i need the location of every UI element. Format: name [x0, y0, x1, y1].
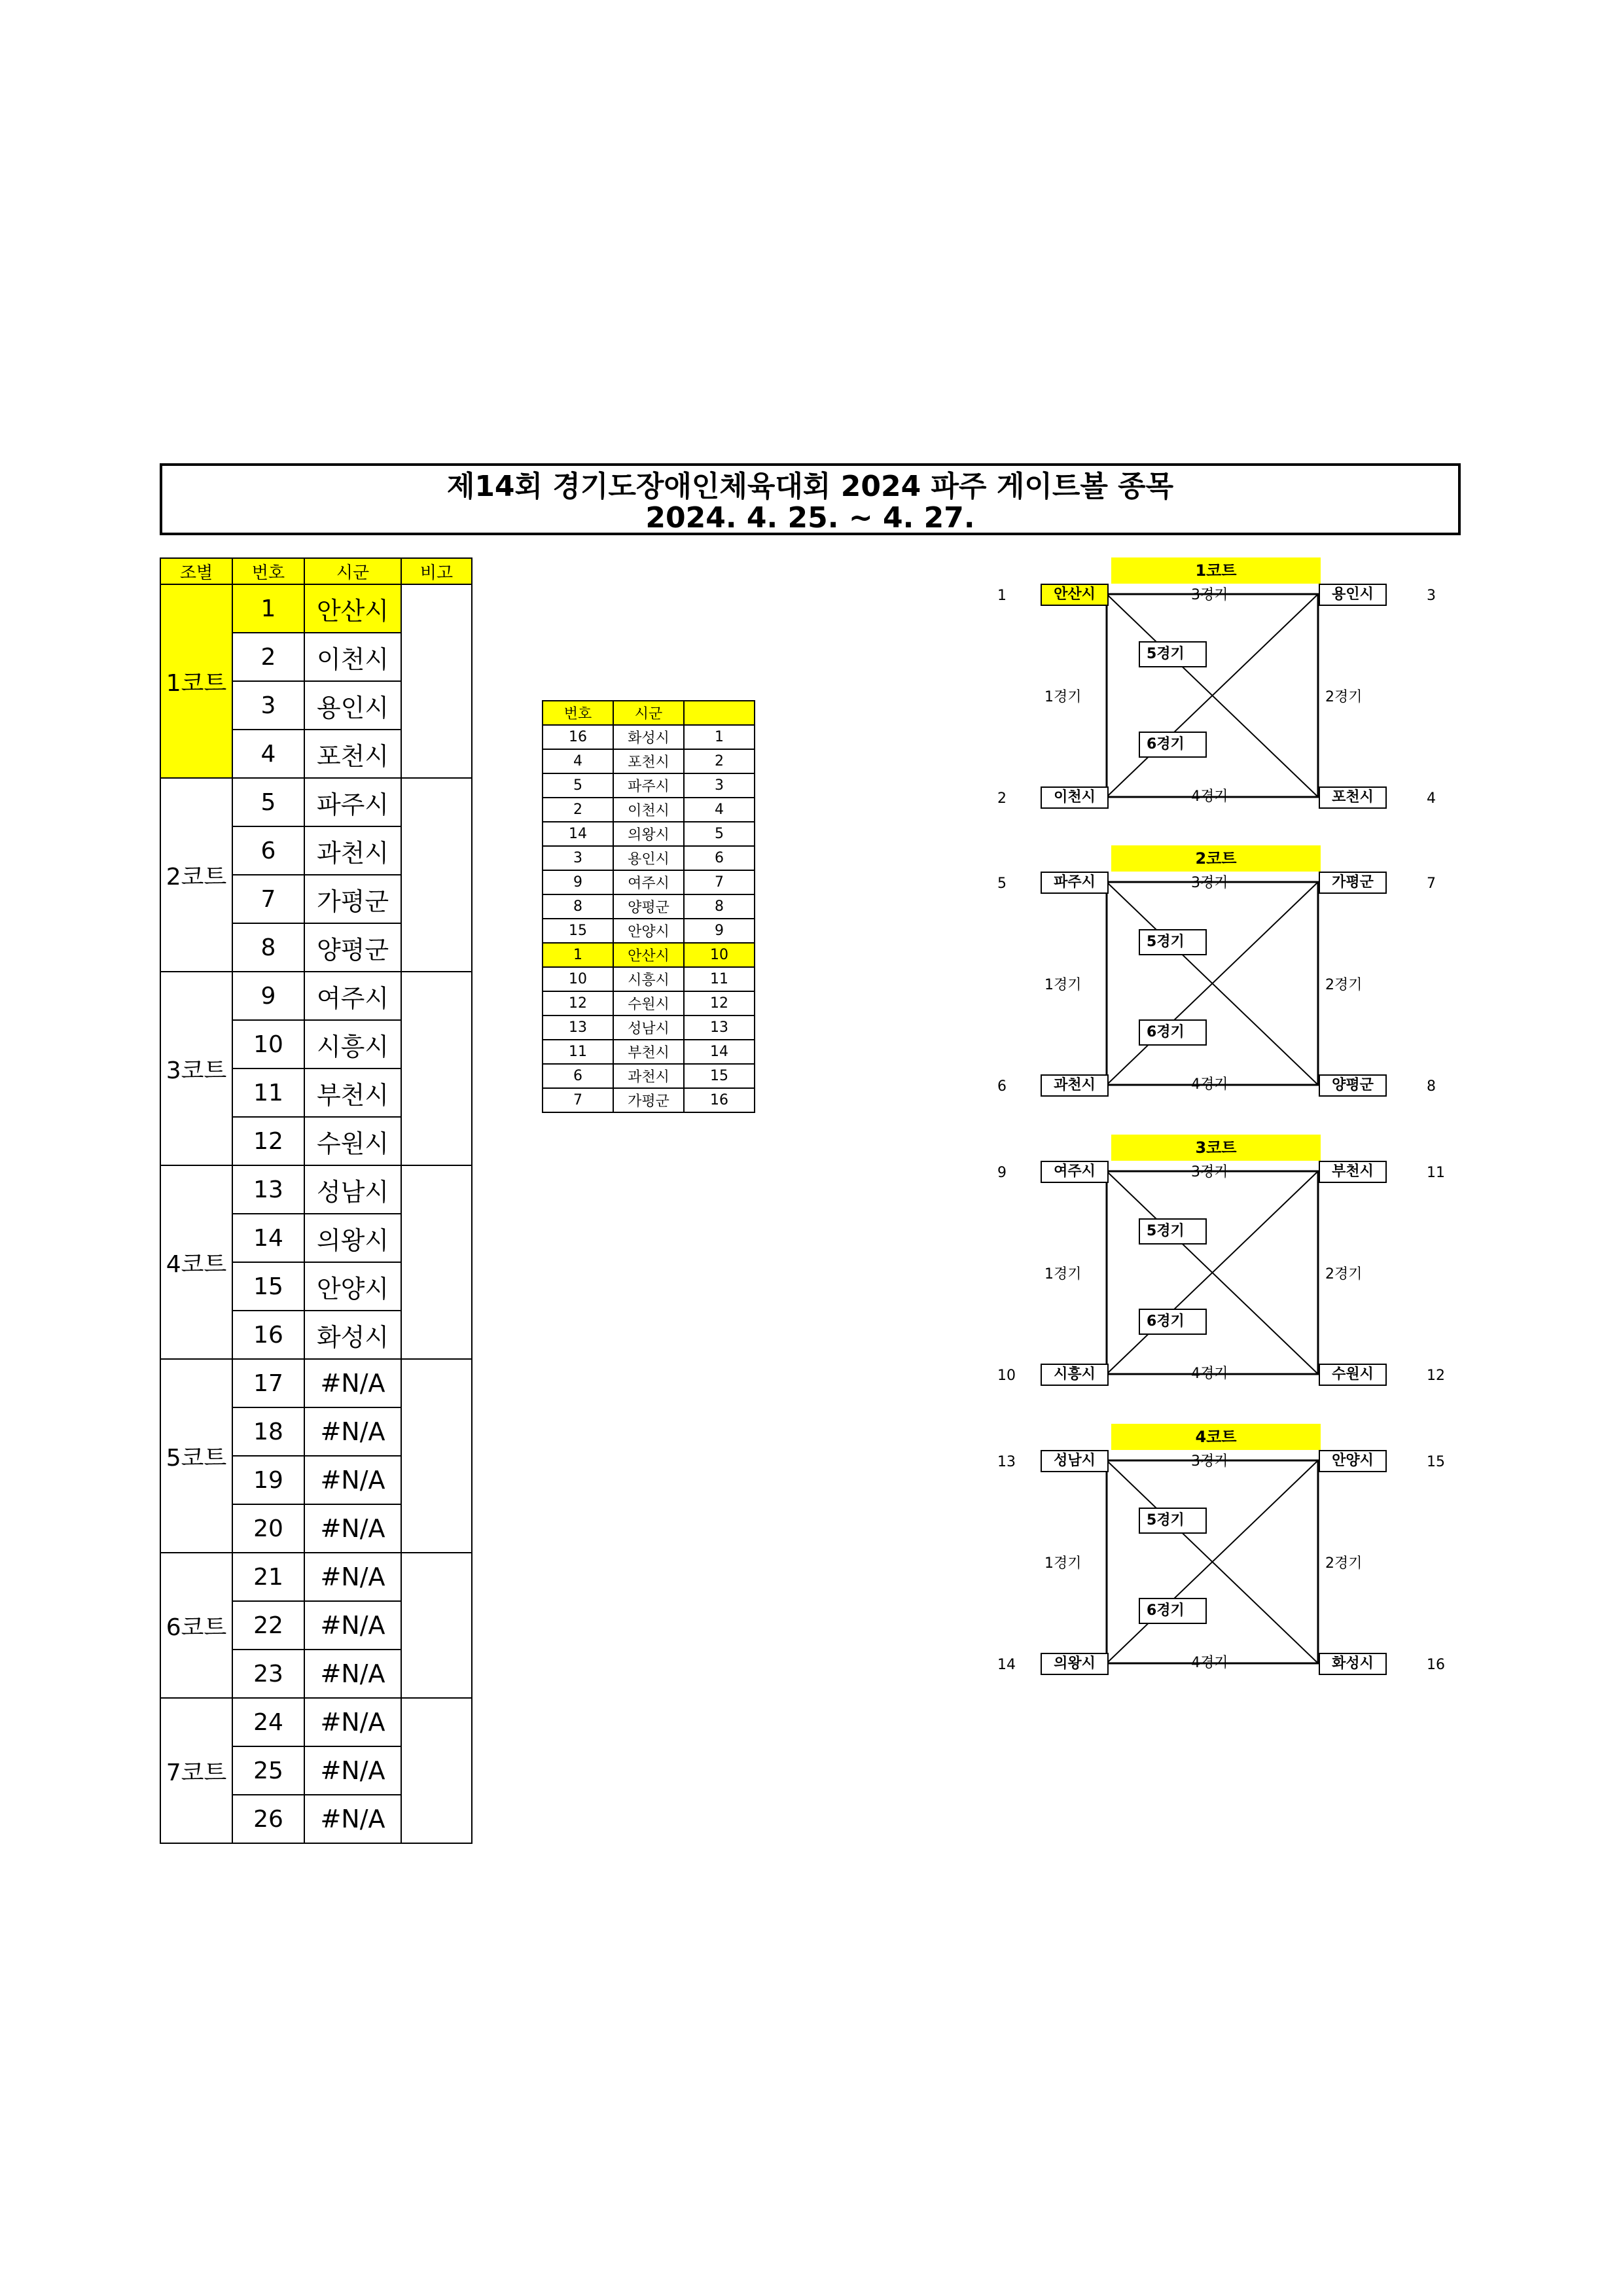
- draw-row: [543, 749, 755, 773]
- draw-order: 15: [684, 1064, 755, 1088]
- table-row: [160, 1553, 472, 1601]
- team-top-left: 파주시: [1041, 872, 1109, 894]
- team-top-right: 부천시: [1319, 1161, 1387, 1183]
- court-label: 1코트: [160, 584, 232, 778]
- draw-city: 포천시: [613, 749, 684, 773]
- court-label: 7코트: [160, 1698, 232, 1843]
- draw-row: [543, 1088, 755, 1112]
- game-2-label: 2경기: [1325, 977, 1363, 993]
- draw-city: 가평군: [613, 1088, 684, 1112]
- draw-city: 의왕시: [613, 822, 684, 846]
- team-city: 여주시: [304, 972, 401, 1020]
- title-line1: 제14회 경기도장애인체육대회 2024 파주 게이트볼 종목: [446, 470, 1174, 503]
- seed-br: 8: [1427, 1078, 1436, 1095]
- court-bracket: [982, 1135, 1459, 1416]
- draw-number: 16: [543, 725, 613, 749]
- draw-order: 13: [684, 1016, 755, 1040]
- draw-number: 9: [543, 870, 613, 894]
- team-top-right: 가평군: [1319, 872, 1387, 894]
- team-number: 18: [232, 1407, 304, 1456]
- game-5-box: 5경기: [1139, 929, 1207, 955]
- team-city: 성남시: [304, 1165, 401, 1214]
- team-city: 시흥시: [304, 1020, 401, 1069]
- draw-city: 시흥시: [613, 967, 684, 991]
- team-city: #N/A: [304, 1407, 401, 1456]
- court-header: 2코트: [1111, 845, 1321, 872]
- team-number: 26: [232, 1795, 304, 1843]
- table-row: [160, 584, 472, 633]
- draw-number: 13: [543, 1016, 613, 1040]
- team-bottom-right: 양평군: [1319, 1074, 1387, 1097]
- draw-row: [543, 991, 755, 1016]
- seed-tl: 13: [997, 1454, 1016, 1470]
- team-city: 양평군: [304, 923, 401, 972]
- seed-tr: 3: [1427, 588, 1436, 604]
- draw-row: [543, 725, 755, 749]
- team-top-left: 여주시: [1041, 1161, 1109, 1183]
- team-city: 파주시: [304, 778, 401, 826]
- draw-number: 4: [543, 749, 613, 773]
- team-number: 15: [232, 1262, 304, 1311]
- draw-order: 1: [684, 725, 755, 749]
- team-city: 안양시: [304, 1262, 401, 1311]
- team-number: 19: [232, 1456, 304, 1504]
- team-number: 1: [232, 584, 304, 633]
- draw-order: 16: [684, 1088, 755, 1112]
- game-5-box: 5경기: [1139, 1218, 1207, 1245]
- table-row: [160, 778, 472, 826]
- team-top-right: 안양시: [1319, 1450, 1387, 1472]
- draw-row: [543, 919, 755, 943]
- team-number: 14: [232, 1214, 304, 1262]
- draw-number: 7: [543, 1088, 613, 1112]
- draw-order: 11: [684, 967, 755, 991]
- table-row: [160, 1165, 472, 1214]
- team-city: 화성시: [304, 1311, 401, 1359]
- draw-row: [543, 894, 755, 919]
- note-cell: [401, 972, 472, 1165]
- court-assignment-table: [160, 557, 473, 1844]
- draw-city: 용인시: [613, 846, 684, 870]
- draw-row: [543, 773, 755, 798]
- draw-city: 화성시: [613, 725, 684, 749]
- court-label: 2코트: [160, 778, 232, 972]
- court-bracket: [982, 1424, 1459, 1705]
- game-1-label: 1경기: [1044, 1266, 1082, 1282]
- seed-bl: 10: [997, 1368, 1016, 1384]
- game-1-label: 1경기: [1044, 977, 1082, 993]
- team-bottom-left: 의왕시: [1041, 1653, 1109, 1675]
- court-label: 5코트: [160, 1359, 232, 1553]
- team-bottom-right: 수원시: [1319, 1364, 1387, 1386]
- game-2-label: 2경기: [1325, 1555, 1363, 1572]
- team-top-left: 성남시: [1041, 1450, 1109, 1472]
- draw-city: 양평군: [613, 894, 684, 919]
- game-4-label: 4경기: [1191, 1366, 1228, 1382]
- draw-number: 2: [543, 798, 613, 822]
- game-4-label: 4경기: [1191, 1655, 1228, 1671]
- team-bottom-left: 시흥시: [1041, 1364, 1109, 1386]
- draw-order: 14: [684, 1040, 755, 1064]
- draw-order: 3: [684, 773, 755, 798]
- draw-city: 수원시: [613, 991, 684, 1016]
- draw-order: 10: [684, 943, 755, 967]
- seed-bl: 6: [997, 1078, 1007, 1095]
- court-header: 4코트: [1111, 1424, 1321, 1450]
- draw-order: 9: [684, 919, 755, 943]
- team-city: 수원시: [304, 1117, 401, 1165]
- team-city: 포천시: [304, 730, 401, 778]
- draw-row: [543, 967, 755, 991]
- draw-row: [543, 1016, 755, 1040]
- team-city: #N/A: [304, 1456, 401, 1504]
- header-city: 시군: [304, 558, 401, 584]
- draw-number: 6: [543, 1064, 613, 1088]
- draw-city: 부천시: [613, 1040, 684, 1064]
- team-city: #N/A: [304, 1795, 401, 1843]
- team-bottom-right: 화성시: [1319, 1653, 1387, 1675]
- team-number: 6: [232, 826, 304, 875]
- court-label: 4코트: [160, 1165, 232, 1359]
- draw-city: 안산시: [613, 943, 684, 967]
- team-number: 3: [232, 681, 304, 730]
- team-number: 9: [232, 972, 304, 1020]
- draw-number: 8: [543, 894, 613, 919]
- team-number: 10: [232, 1020, 304, 1069]
- seed-tl: 5: [997, 875, 1007, 892]
- game-4-label: 4경기: [1191, 788, 1228, 805]
- team-number: 21: [232, 1553, 304, 1601]
- seed-tl: 9: [997, 1165, 1007, 1181]
- game-4-label: 4경기: [1191, 1076, 1228, 1093]
- team-number: 8: [232, 923, 304, 972]
- seed-tr: 11: [1427, 1165, 1445, 1181]
- draw-header-city: 시군: [613, 701, 684, 725]
- team-number: 17: [232, 1359, 304, 1407]
- draw-order-table: [542, 700, 755, 1113]
- seed-tr: 15: [1427, 1454, 1445, 1470]
- court-label: 3코트: [160, 972, 232, 1165]
- team-bottom-left: 이천시: [1041, 786, 1109, 809]
- draw-row: [543, 846, 755, 870]
- game-1-label: 1경기: [1044, 689, 1082, 705]
- game-5-box: 5경기: [1139, 641, 1207, 667]
- team-number: 20: [232, 1504, 304, 1553]
- team-city: #N/A: [304, 1698, 401, 1746]
- seed-br: 16: [1427, 1657, 1445, 1673]
- draw-number: 5: [543, 773, 613, 798]
- table-row: [160, 1359, 472, 1407]
- game-5-box: 5경기: [1139, 1508, 1207, 1534]
- draw-order: 6: [684, 846, 755, 870]
- draw-order: 12: [684, 991, 755, 1016]
- team-top-left: 안산시: [1041, 584, 1109, 606]
- team-number: 16: [232, 1311, 304, 1359]
- draw-city: 안양시: [613, 919, 684, 943]
- draw-header-order: [684, 701, 755, 725]
- court-header: 3코트: [1111, 1135, 1321, 1161]
- seed-br: 4: [1427, 790, 1436, 807]
- header-note: 비고: [401, 558, 472, 584]
- team-city: 안산시: [304, 584, 401, 633]
- draw-number: 3: [543, 846, 613, 870]
- draw-row: [543, 943, 755, 967]
- note-cell: [401, 1165, 472, 1359]
- draw-city: 파주시: [613, 773, 684, 798]
- note-cell: [401, 1553, 472, 1698]
- team-number: 13: [232, 1165, 304, 1214]
- team-number: 4: [232, 730, 304, 778]
- team-bottom-right: 포천시: [1319, 786, 1387, 809]
- team-number: 25: [232, 1746, 304, 1795]
- team-top-right: 용인시: [1319, 584, 1387, 606]
- header-group: 조별: [160, 558, 232, 584]
- team-city: #N/A: [304, 1650, 401, 1698]
- seed-br: 12: [1427, 1368, 1445, 1384]
- draw-city: 여주시: [613, 870, 684, 894]
- team-city: #N/A: [304, 1553, 401, 1601]
- game-6-box: 6경기: [1139, 1309, 1207, 1335]
- team-city: #N/A: [304, 1504, 401, 1553]
- seed-bl: 2: [997, 790, 1007, 807]
- draw-order: 8: [684, 894, 755, 919]
- draw-number: 1: [543, 943, 613, 967]
- team-bottom-left: 과천시: [1041, 1074, 1109, 1097]
- title-line2: 2024. 4. 25. ~ 4. 27.: [645, 501, 975, 535]
- draw-row: [543, 798, 755, 822]
- game-3-label: 3경기: [1191, 1453, 1228, 1470]
- seed-tl: 1: [997, 588, 1007, 604]
- game-6-box: 6경기: [1139, 732, 1207, 758]
- team-city: 가평군: [304, 875, 401, 923]
- team-number: 12: [232, 1117, 304, 1165]
- table-row: [160, 1698, 472, 1746]
- team-number: 5: [232, 778, 304, 826]
- note-cell: [401, 584, 472, 778]
- court-bracket: [982, 557, 1459, 839]
- note-cell: [401, 778, 472, 972]
- note-cell: [401, 1698, 472, 1843]
- court-bracket: [982, 845, 1459, 1127]
- game-3-label: 3경기: [1191, 587, 1228, 603]
- seed-tr: 7: [1427, 875, 1436, 892]
- team-number: 23: [232, 1650, 304, 1698]
- court-label: 6코트: [160, 1553, 232, 1698]
- draw-city: 이천시: [613, 798, 684, 822]
- draw-row: [543, 1040, 755, 1064]
- draw-city: 성남시: [613, 1016, 684, 1040]
- game-1-label: 1경기: [1044, 1555, 1082, 1572]
- team-city: 이천시: [304, 633, 401, 681]
- game-6-box: 6경기: [1139, 1019, 1207, 1046]
- team-number: 2: [232, 633, 304, 681]
- team-city: #N/A: [304, 1359, 401, 1407]
- draw-row: [543, 1064, 755, 1088]
- draw-number: 14: [543, 822, 613, 846]
- team-city: 부천시: [304, 1069, 401, 1117]
- team-number: 24: [232, 1698, 304, 1746]
- draw-order: 4: [684, 798, 755, 822]
- game-6-box: 6경기: [1139, 1598, 1207, 1624]
- title-box: [160, 463, 1461, 535]
- draw-number: 10: [543, 967, 613, 991]
- team-city: #N/A: [304, 1746, 401, 1795]
- team-city: 과천시: [304, 826, 401, 875]
- draw-row: [543, 822, 755, 846]
- team-number: 11: [232, 1069, 304, 1117]
- draw-number: 15: [543, 919, 613, 943]
- game-3-label: 3경기: [1191, 1164, 1228, 1180]
- draw-order: 5: [684, 822, 755, 846]
- team-number: 7: [232, 875, 304, 923]
- draw-row: [543, 870, 755, 894]
- game-2-label: 2경기: [1325, 689, 1363, 705]
- team-city: 의왕시: [304, 1214, 401, 1262]
- court-header: 1코트: [1111, 557, 1321, 584]
- game-2-label: 2경기: [1325, 1266, 1363, 1282]
- game-3-label: 3경기: [1191, 875, 1228, 891]
- draw-number: 11: [543, 1040, 613, 1064]
- draw-city: 과천시: [613, 1064, 684, 1088]
- draw-number: 12: [543, 991, 613, 1016]
- draw-header-number: 번호: [543, 701, 613, 725]
- draw-order: 7: [684, 870, 755, 894]
- team-city: 용인시: [304, 681, 401, 730]
- team-number: 22: [232, 1601, 304, 1650]
- table-row: [160, 972, 472, 1020]
- draw-order: 2: [684, 749, 755, 773]
- seed-bl: 14: [997, 1657, 1016, 1673]
- note-cell: [401, 1359, 472, 1553]
- team-city: #N/A: [304, 1601, 401, 1650]
- header-number: 번호: [232, 558, 304, 584]
